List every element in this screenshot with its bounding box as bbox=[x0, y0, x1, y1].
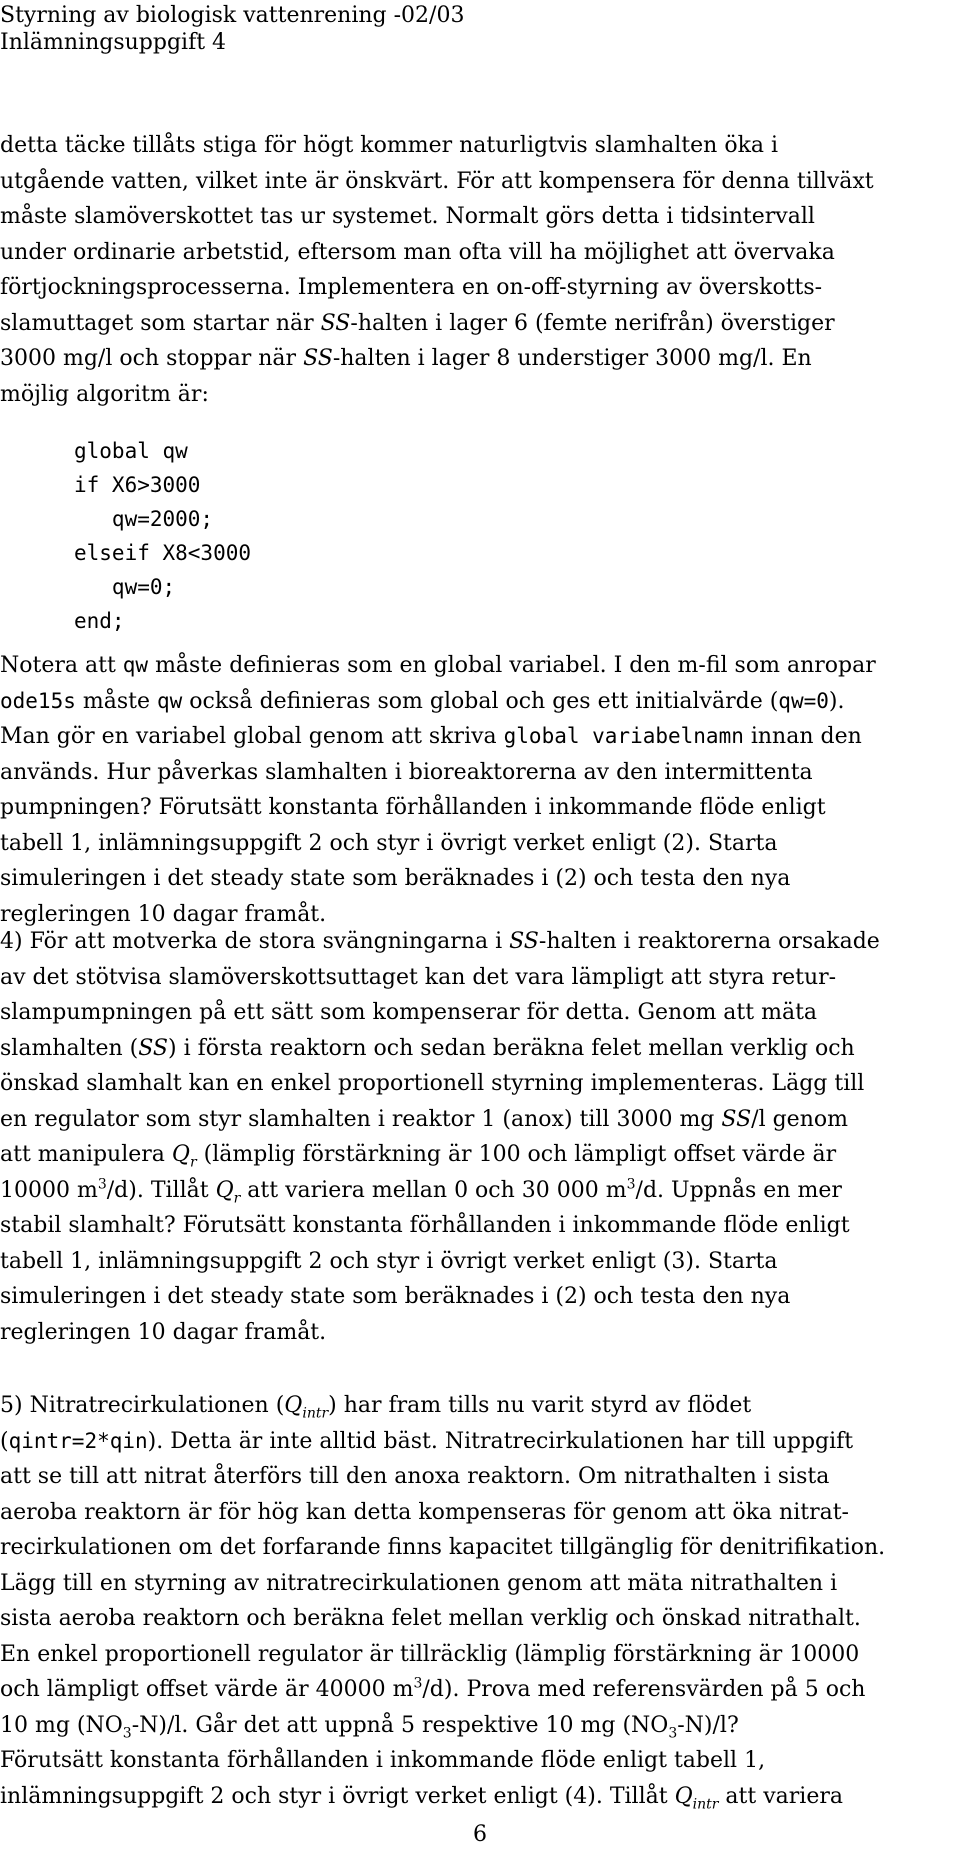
text-line: förtjockningsprocesserna. Implementera en on-off-styrning av överskotts- bbox=[0, 275, 823, 300]
header-assignment-title: Inlämningsuppgift 4 bbox=[0, 30, 227, 55]
text-line: regleringen 10 dagar framåt. bbox=[0, 901, 327, 927]
text-line: simuleringen i det steady state som beräknades i (2) och testa den nya bbox=[0, 1284, 791, 1309]
text-line: (qintr=2*qin). Detta är inte alltid bäst. Nitratrecirkulationen har till uppgift bbox=[0, 1428, 854, 1454]
text-line: Lägg till en styrning av nitratrecirkulationen genom att mäta nitrathalten i bbox=[0, 1570, 838, 1596]
text-line: slamhalten (SS) i första reaktorn och sedan beräkna felet mellan verklig och bbox=[0, 1035, 855, 1061]
paragraph-task-4 bbox=[0, 924, 944, 1350]
text-line: och lämpligt offset värde är 40000 $m^3/d$). Prova med referensvärden på 5 och bbox=[0, 1675, 866, 1702]
text-line: utgående vatten, vilket inte är önskvärt. För att kompensera för denna tillväxt bbox=[0, 168, 874, 194]
code-line: qw=2000; bbox=[74, 507, 214, 531]
text-line: under ordinarie arbetstid, eftersom man ofta vill ha möjlighet att övervaka bbox=[0, 239, 835, 265]
code-line: global qw bbox=[74, 439, 188, 463]
text-line: av det stötvisa slamöverskottsuttaget kan det vara lämpligt att styra retur- bbox=[0, 964, 837, 990]
text-line: tabell 1, inlämningsuppgift 2 och styr i övrigt verket enligt (2). Starta bbox=[0, 830, 778, 856]
text-line: pumpningen? Förutsätt konstanta förhållanden i inkommande flöde enligt bbox=[0, 795, 826, 820]
text-line: Man gör en variabel global genom att skriva global variabelnamn innan den bbox=[0, 724, 862, 749]
code-line: end; bbox=[74, 609, 125, 633]
text-line: ode15s måste qw också definieras som global och ges ett initialvärde (qw=0). bbox=[0, 688, 845, 714]
page-number: 6 bbox=[473, 1822, 487, 1847]
paragraph-intro bbox=[0, 128, 944, 412]
text-line: recirkulationen om det forfarande finns kapacitet tillgänglig för denitrifikation. bbox=[0, 1535, 886, 1560]
text-line: slamuttaget som startar när SS-halten i lager 6 (femte nerifrån) överstiger bbox=[0, 310, 835, 336]
text-line: sista aeroba reaktorn och beräkna felet mellan verklig och önskad nitrathalt. bbox=[0, 1606, 861, 1631]
text-line: aeroba reaktorn är för hög kan detta kompenseras för genom att öka nitrat- bbox=[0, 1499, 849, 1525]
paragraph-notes bbox=[0, 648, 944, 932]
text-line: tabell 1, inlämningsuppgift 2 och styr i övrigt verket enligt (3). Starta bbox=[0, 1248, 778, 1274]
text-line: 10000 $m^3/d$). Tillåt $Q_r$ att variera mellan 0 och 30 000 $m^3/d$. Uppnås en mer bbox=[0, 1176, 842, 1206]
text-line: används. Hur påverkas slamhalten i bioreaktorerna av den intermittenta bbox=[0, 759, 813, 785]
text-line: måste slamöverskottet tas ur systemet. Normalt görs detta i tidsintervall bbox=[0, 204, 815, 229]
text-line: möjlig algoritm är: bbox=[0, 381, 209, 407]
text-line: detta täcke tillåts stiga för högt kommer naturligtvis slamhalten öka i bbox=[0, 133, 779, 158]
text-line: stabil slamhalt? Förutsätt konstanta förhållanden i inkommande flöde enligt bbox=[0, 1213, 850, 1238]
text-line: att se till att nitrat återförs till den anoxa reaktorn. Om nitrathalten i sista bbox=[0, 1464, 830, 1489]
text-line: simuleringen i det steady state som beräknades i (2) och testa den nya bbox=[0, 866, 791, 891]
text-line: En enkel proportionell regulator är tillräcklig (lämplig förstärkning är 10000 bbox=[0, 1641, 860, 1667]
running-header bbox=[0, 2, 464, 56]
text-line: 10 mg $(NO_3-N)/l$. Går det att uppnå 5 respektive 10 mg $(NO_3-N)/l$? bbox=[0, 1712, 739, 1741]
code-line: qw=0; bbox=[74, 575, 176, 599]
text-line: en regulator som styr slamhalten i reaktor 1 (anox) till 3000 mg SS/l genom bbox=[0, 1106, 848, 1132]
text-line: regleringen 10 dagar framåt. bbox=[0, 1319, 327, 1345]
text-line: 4) För att motverka de stora svängningarna i SS-halten i reaktorerna orsakade bbox=[0, 929, 880, 954]
text-line: slampumpningen på ett sätt som kompenserar för detta. Genom att mäta bbox=[0, 1000, 818, 1025]
code-block bbox=[74, 434, 251, 638]
header-course-title: Styrning av biologisk vattenrening -02/03 bbox=[0, 3, 465, 28]
paragraph-task-5 bbox=[0, 1388, 944, 1814]
text-line: 5) Nitratrecirkulationen $(Q_{intr})$ har fram tills nu varit styrd av flödet bbox=[0, 1393, 752, 1422]
code-line: if X6>3000 bbox=[74, 473, 201, 497]
text-line: önskad slamhalt kan en enkel proportionell styrning implementeras. Lägg till bbox=[0, 1071, 865, 1096]
text-line: Förutsätt konstanta förhållanden i inkommande flöde enligt tabell 1, bbox=[0, 1748, 766, 1773]
text-line: Notera att qw måste definieras som en global variabel. I den m-fil som anropar bbox=[0, 653, 876, 678]
text-line: inlämningsuppgift 2 och styr i övrigt verket enligt (4). Tillåt $Q_{intr}$ att variera bbox=[0, 1783, 843, 1812]
text-line: 3000 mg/l och stoppar när SS-halten i lager 8 understiger 3000 mg/l. En bbox=[0, 346, 812, 371]
text-line: att manipulera $Q_r$ (lämplig förstärkning är 100 och lämpligt offset värde är bbox=[0, 1142, 837, 1171]
code-line: elseif X8<3000 bbox=[74, 541, 252, 565]
